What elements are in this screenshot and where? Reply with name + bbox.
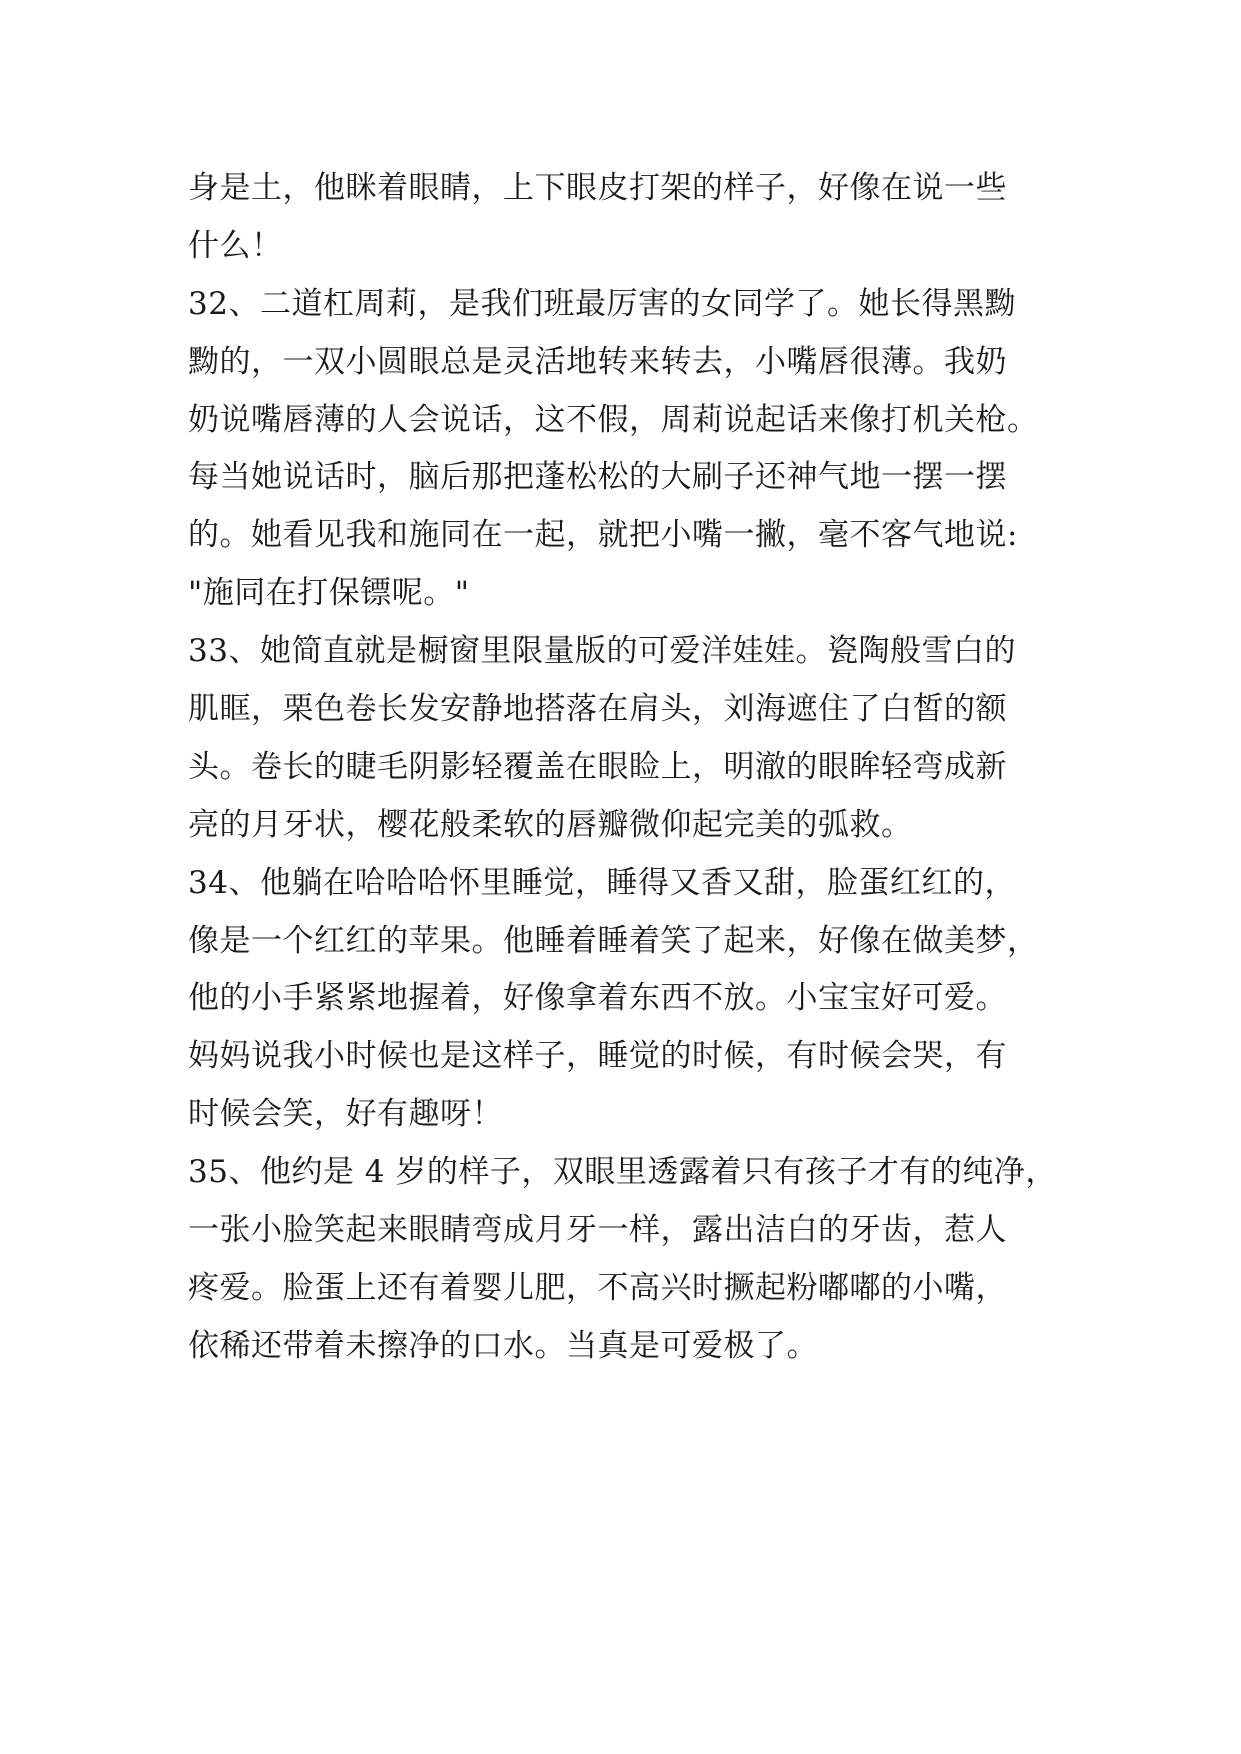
text-line: 肌眶，栗色卷长发安静地搭落在肩头，刘海遮住了白皙的额 xyxy=(188,691,1007,728)
text-line: 妈妈说我小时候也是这样子，睡觉的时候，有时候会哭，有 xyxy=(188,1038,1007,1075)
text-line: 奶说嘴唇薄的人会说话，这不假，周莉说起话来像打机关枪。 xyxy=(188,401,1039,438)
text-line: 32、二道杠周莉，是我们班最厉害的女同学了。她长得黑黝 xyxy=(188,285,1016,322)
text-line: 身是土，他眯着眼睛，上下眼皮打架的样子，好像在说一些 xyxy=(188,170,1007,206)
text-line: "施同在打保镖呢。" xyxy=(188,575,470,612)
text-line: 每当她说话时，脑后那把蓬松松的大刷子还神气地一摆一摆 xyxy=(188,459,1007,496)
text-line: 疼爱。脸蛋上还有着婴儿肥，不高兴时撅起粉嘟嘟的小嘴， xyxy=(188,1269,1007,1306)
text-line: 头。卷长的睫毛阴影轻覆盖在眼睑上，明澈的眼眸轻弯成新 xyxy=(188,748,1007,785)
text-line: 的。她看见我和施同在一起，就把小嘴一撇，毫不客气地说: xyxy=(188,517,1018,554)
text-line: 什么！ xyxy=(188,227,283,264)
text-line: 33、她简直就是橱窗里限量版的可爱洋娃娃。瓷陶般雪白的 xyxy=(188,633,1016,670)
text-line: 时候会笑，好有趣呀！ xyxy=(188,1096,503,1133)
text-line: 亮的月牙状，樱花般柔软的唇瓣微仰起完美的弧救。 xyxy=(188,806,913,843)
text-line: 一张小脸笑起来眼睛弯成月牙一样，露出洁白的牙齿，惹人 xyxy=(188,1212,1007,1249)
document-body xyxy=(188,160,1068,1376)
text-line: 依稀还带着未擦净的口水。当真是可爱极了。 xyxy=(188,1327,818,1364)
text-line: 他的小手紧紧地握着，好像拿着东西不放。小宝宝好可爱。 xyxy=(188,980,1007,1017)
text-line: 35、他约是 4 岁的样子，双眼里透露着只有孩子才有的纯净， xyxy=(188,1154,1057,1191)
text-line: 像是一个红红的苹果。他睡着睡着笑了起来，好像在做美梦， xyxy=(188,922,1039,959)
text-line: 34、他躺在哈哈哈怀里睡觉，睡得又香又甜，脸蛋红红的， xyxy=(188,864,1016,901)
text-line: 黝的，一双小圆眼总是灵活地转来转去，小嘴唇很薄。我奶 xyxy=(188,343,1007,380)
